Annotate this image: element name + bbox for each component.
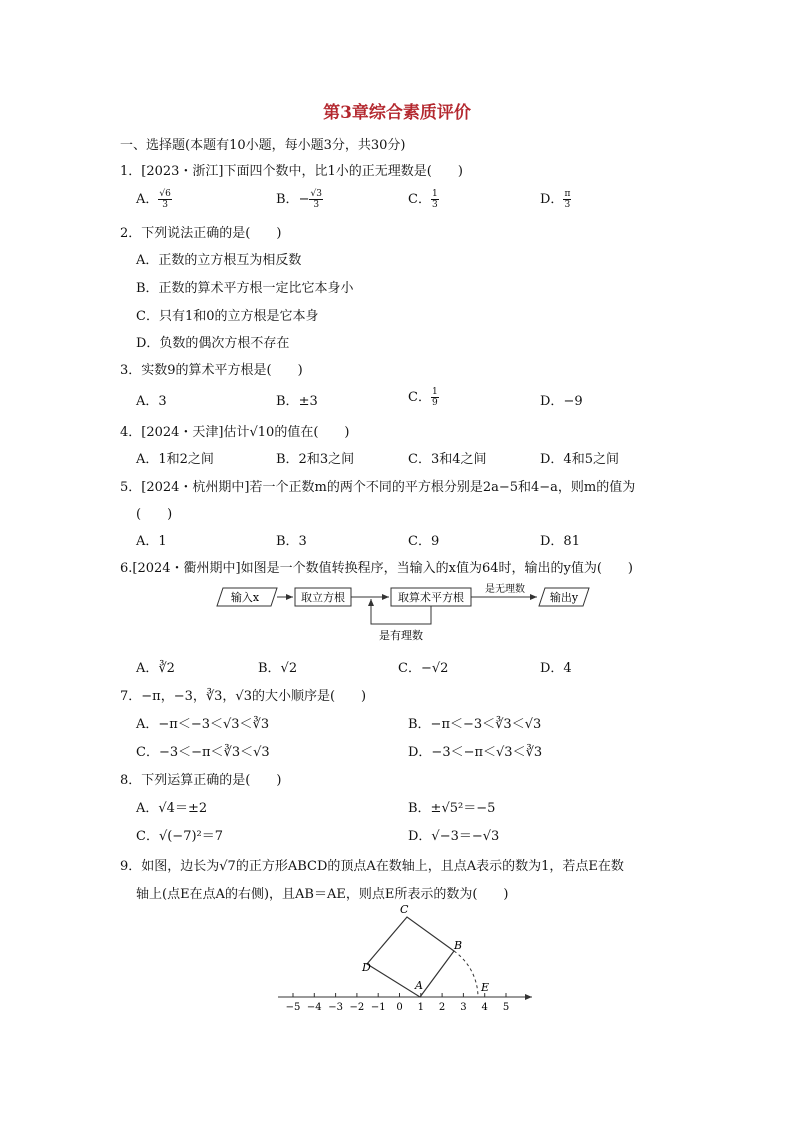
question-7-option-c: C．−3＜−π＜∛3＜√3 (136, 745, 270, 760)
tick-label: 2 (438, 1002, 446, 1013)
square-number-line-figure (270, 900, 540, 1018)
tick-label: −2 (349, 1002, 365, 1013)
vertex-a-label: A (415, 979, 423, 992)
question-4-stem: 4．[2024・天津]估计√10的值在( ) (120, 425, 350, 440)
question-3-option-d: D．−9 (540, 394, 583, 409)
question-4-option-d: D．4和5之间 (540, 452, 619, 467)
question-3-option-a: A．3 (136, 394, 167, 409)
tick-label: 3 (460, 1002, 467, 1013)
vertex-c-label: C (400, 903, 409, 916)
tick-label: −5 (285, 1002, 301, 1013)
question-2-option-b: B．正数的算术平方根一定比它本身小 (136, 281, 354, 296)
flow-cube-root-label: 取立方根 (301, 591, 345, 604)
flow-input-label: 输入x (230, 591, 260, 604)
question-1-option-a: A． $\frac{√6}{3}$ (136, 189, 171, 210)
question-5-option-b: B．3 (276, 534, 307, 549)
question-6-option-a: A．∛2 (136, 661, 175, 676)
question-5-stem: 5．[2024・杭州期中]若一个正数m的两个不同的平方根分别是2a−5和4−a，则m的值为 (120, 480, 636, 495)
question-2-option-c: C．只有1和0的立方根是它本身 (136, 309, 319, 324)
question-6-stem: 6.[2024・衢州期中]如图是一个数值转换程序，当输入的x值为64时，输出的y值为( ) (120, 561, 633, 576)
question-4-option-c: C．3和4之间 (408, 452, 487, 467)
question-3-option-c: C． $\frac{1}{9}$ (408, 387, 438, 408)
vertex-d-label: D (362, 961, 371, 974)
question-8-stem: 8．下列运算正确的是( ) (120, 773, 282, 788)
vertex-b-label: B (454, 939, 463, 952)
question-1-option-b: B．− $\frac{√3}{3}$ (276, 189, 322, 210)
question-4-option-b: B．2和3之间 (276, 452, 355, 467)
section-heading: 一、选择题(本题有10小题，每小题3分，共30分) (120, 138, 406, 153)
question-9-stem-continued: 轴上(点E在点A的右侧)，且AB＝AE，则点E所表示的数为( ) (136, 887, 509, 902)
flow-rational-label: 是有理数 (379, 629, 423, 642)
question-8-option-b: B．±√5²＝−5 (408, 801, 496, 816)
tick-label: 1 (417, 1002, 424, 1013)
question-5-option-d: D．81 (540, 534, 580, 549)
question-7-option-b: B．−π＜−3＜∛3＜√3 (408, 717, 542, 732)
flow-output-label: 输出y (549, 591, 579, 604)
flow-irrational-label: 是无理数 (485, 584, 525, 595)
number-line-ticks (286, 993, 510, 1013)
question-2-option-d: D．负数的偶次方根不存在 (136, 336, 290, 351)
question-7-stem: 7．−π，−3，∛3，√3的大小顺序是( ) (120, 689, 367, 704)
question-9-stem: 9．如图，边长为√7的正方形ABCD的顶点A在数轴上，且点A表示的数为1，若点E在数 (120, 859, 624, 874)
question-1-stem: 1．[2023・浙江]下面四个数中，比1小的正无理数是( ) (120, 164, 463, 179)
question-8-option-a: A．√4＝±2 (136, 801, 208, 816)
question-3-option-b: B．±3 (276, 394, 318, 409)
question-8-option-c: C．√(−7)²＝7 (136, 829, 224, 844)
page-title: 第3章综合素质评价 (323, 103, 471, 123)
tick-label: −1 (370, 1002, 386, 1013)
arc-b-to-e (454, 951, 478, 997)
question-1-option-d: D． $\frac{\pi}{3}$ (540, 189, 571, 210)
flow-sqrt-label: 取算术平方根 (398, 591, 464, 604)
question-5-stem-continued: ( ) (136, 507, 173, 522)
question-1-option-c: C． $\frac{1}{3}$ (408, 189, 438, 210)
question-6-option-d: D．4 (540, 661, 572, 676)
question-2-stem: 2．下列说法正确的是( ) (120, 226, 282, 241)
question-7-option-a: A．−π＜−3＜√3＜∛3 (136, 717, 270, 732)
point-e-label: E (481, 981, 490, 994)
tick-label: 4 (481, 1002, 488, 1013)
question-2-option-a: A．正数的立方根互为相反数 (136, 253, 302, 268)
question-6-option-b: B．√2 (258, 661, 298, 676)
square-abcd (367, 917, 454, 997)
question-6-option-c: C．−√2 (398, 661, 449, 676)
flowchart-diagram (215, 580, 595, 646)
question-8-option-d: D．√−3＝−√3 (408, 829, 500, 844)
tick-label: 0 (396, 1002, 403, 1013)
question-3-stem: 3．实数9的算术平方根是( ) (120, 363, 303, 378)
question-4-option-a: A．1和2之间 (136, 452, 214, 467)
question-5-option-c: C．9 (408, 534, 440, 549)
question-5-option-a: A．1 (136, 534, 167, 549)
tick-label: −4 (306, 1002, 322, 1013)
tick-label: −3 (328, 1002, 343, 1013)
question-7-option-d: D．−3＜−π＜√3＜∛3 (408, 745, 543, 760)
tick-label: 5 (502, 1002, 510, 1013)
